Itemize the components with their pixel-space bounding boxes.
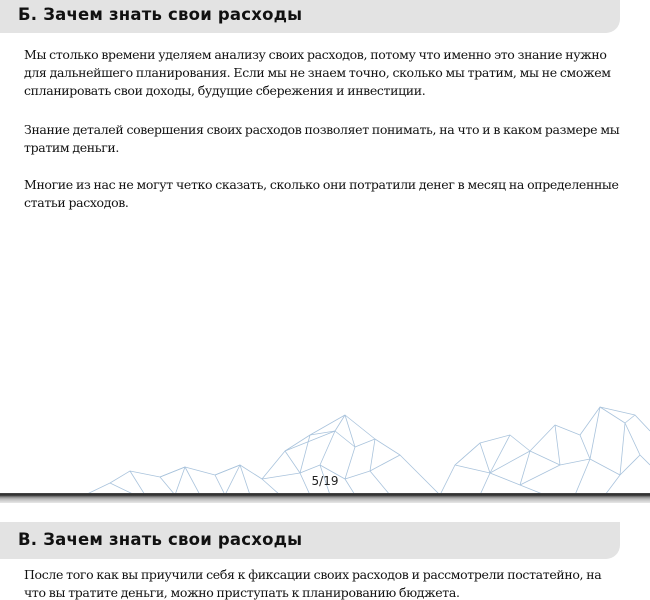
paragraph: После того как вы приучили себя к фиксации своих расходов и рассмотрели постатейно, на что вы тратите деньги, можно приступать к планированию бюджета. bbox=[24, 567, 602, 600]
page-number: 5/19 bbox=[311, 474, 339, 488]
section-header bbox=[0, 522, 620, 559]
document-page-6 bbox=[0, 503, 650, 600]
paragraph: Мы столько времени уделяем анализу своих расходов, потому что именно это знание нужно для дальнейшего планирования. Если мы не знаем точно, сколько мы тратим, мы не сможем спланировать свои доходы, будущие сбережения и инвестиции. bbox=[24, 47, 611, 98]
section-header bbox=[0, 0, 620, 33]
section-title: В. Зачем знать свои расходы bbox=[18, 530, 303, 549]
section-title: Б. Зачем знать свои расходы bbox=[18, 5, 303, 24]
page-separator bbox=[0, 493, 650, 503]
paragraph: Знание деталей совершения своих расходов позволяет понимать, на что и в каком размере мы тратим деньги. bbox=[24, 122, 620, 155]
paragraph: Многие из нас не могут четко сказать, сколько они потратили денег в месяц на определенные статьи расходов. bbox=[24, 177, 619, 210]
